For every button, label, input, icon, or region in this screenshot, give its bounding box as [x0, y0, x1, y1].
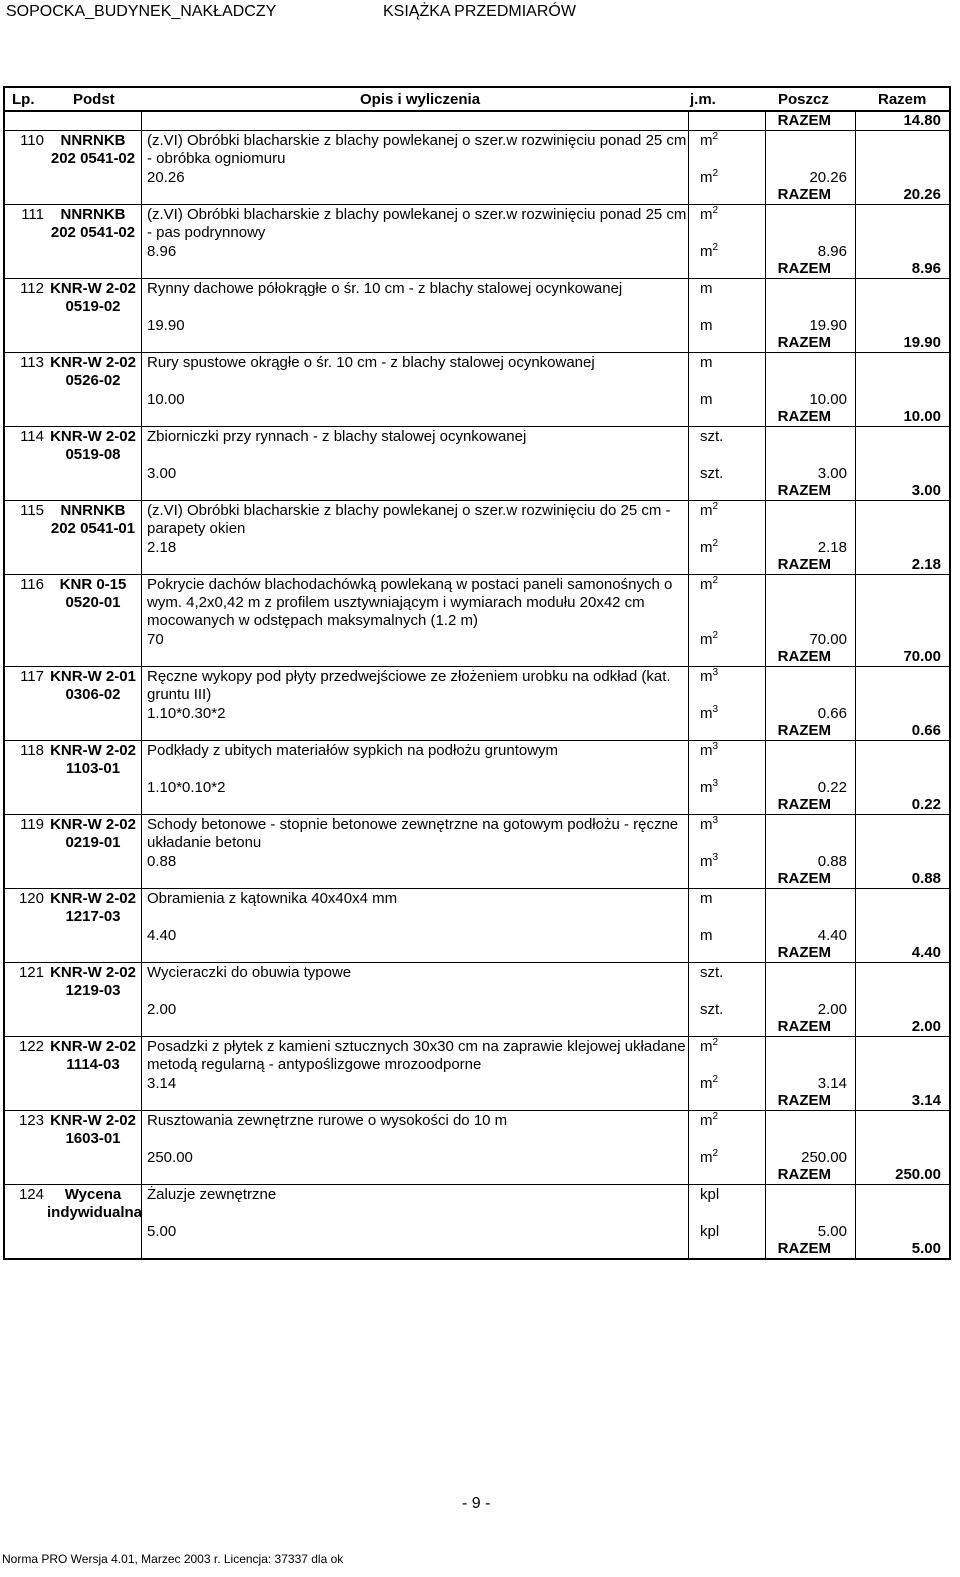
item-unit	[700, 428, 723, 445]
calc-expression: 0.88	[147, 853, 177, 870]
unit-text: m	[700, 631, 713, 648]
item-unit	[700, 280, 713, 297]
unit-text: m	[700, 1075, 713, 1092]
item-unit	[700, 890, 713, 907]
razem-label: RAZEM	[777, 722, 831, 739]
table-row	[5, 1036, 949, 1092]
document-header-left: SOPOCKA_BUDYNEK_NAKŁADCZY	[6, 3, 277, 20]
unit-text: m	[700, 576, 713, 593]
item-description: Posadzki z płytek z kamieni sztucznych 30x30 cm na zaprawie klejowej układane metodą regularną - antypoślizgowe mrozoodporne	[147, 1038, 686, 1073]
table-row	[5, 426, 949, 482]
item-description: (z.VI) Obróbki blacharskie z blachy powlekanej o szer.w rozwinięciu ponad 25 cm - obróbka ogniomuru	[147, 132, 687, 167]
razem-label: RAZEM	[777, 112, 831, 129]
table-row	[5, 1110, 949, 1166]
unit-text: m	[700, 742, 713, 759]
item-basis: KNR-W 2-02 0526-02	[50, 354, 136, 389]
table-row	[5, 888, 949, 944]
item-basis: NNRNKB 202 0541-02	[50, 132, 136, 167]
calc-value: 250.00	[801, 1149, 847, 1166]
estimate-table	[3, 86, 951, 1260]
item-total-row	[5, 186, 949, 204]
item-description: Zbiorniczki przy rynnach - z blachy stalowej ocynkowanej	[147, 428, 527, 445]
calc-expression: 1.10*0.30*2	[147, 705, 226, 722]
unit-exponent: 2	[712, 1148, 719, 1159]
item-total-row	[5, 1240, 949, 1258]
item-number: 115	[20, 502, 44, 519]
razem-value: 0.66	[911, 722, 941, 739]
table-row	[5, 500, 949, 556]
calc-unit	[700, 705, 718, 722]
unit-text: m	[700, 317, 713, 334]
unit-exponent: 2	[712, 1037, 719, 1048]
calc-expression: 5.00	[147, 1223, 177, 1240]
item-number: 120	[18, 890, 44, 907]
table-header	[5, 88, 949, 112]
unit-text: m	[700, 243, 713, 260]
table-row	[5, 740, 949, 796]
item-basis: KNR-W 2-02 1219-03	[50, 964, 136, 999]
table-row	[5, 666, 949, 722]
item-total-row	[5, 260, 949, 278]
calc-expression: 8.96	[147, 243, 177, 260]
unit-exponent: 2	[712, 242, 719, 253]
item-description: Pokrycie dachów blachodachówką powlekaną w postaci paneli samonośnych o wym. 4,2x0,42 m z profilem usztywniającym i wymiarach modułu 20x42 cm mocowanych w odstępach maksymalnych (1.2 m)	[147, 576, 673, 629]
table-row	[5, 204, 949, 260]
unit-text: m	[700, 354, 713, 371]
calc-value: 0.22	[817, 779, 847, 796]
table-row	[5, 814, 949, 870]
calc-value: 4.40	[817, 927, 847, 944]
unit-text: m	[700, 1149, 713, 1166]
unit-text: m	[700, 779, 713, 796]
calc-expression: 2.18	[147, 539, 177, 556]
razem-label: RAZEM	[777, 186, 831, 203]
item-unit	[700, 964, 723, 981]
razem-label: RAZEM	[777, 1092, 831, 1109]
unit-text: m	[700, 1112, 713, 1129]
razem-label: RAZEM	[777, 482, 831, 499]
item-number: 112	[20, 280, 44, 297]
calc-expression: 70	[147, 631, 164, 648]
calc-value: 2.18	[817, 539, 847, 556]
item-total-row	[5, 722, 949, 740]
calc-expression: 2.00	[147, 1001, 177, 1018]
item-basis: NNRNKB 202 0541-02	[50, 206, 136, 241]
razem-label: RAZEM	[777, 260, 831, 277]
table-row	[5, 130, 949, 186]
unit-exponent: 3	[712, 704, 719, 715]
calc-value: 8.96	[817, 243, 847, 260]
table-row	[5, 1184, 949, 1240]
item-description: Rusztowania zewnętrzne rurowe o wysokości do 10 m	[147, 1112, 508, 1129]
item-basis: KNR-W 2-01 0306-02	[50, 668, 136, 703]
unit-text: m	[700, 668, 713, 685]
razem-label: RAZEM	[777, 556, 831, 573]
calc-expression: 3.14	[147, 1075, 177, 1092]
unit-text: szt.	[700, 1001, 724, 1018]
table-row	[5, 574, 949, 648]
razem-value: 3.00	[911, 482, 941, 499]
item-unit	[700, 668, 718, 685]
item-description: Żaluzje zewnętrzne	[147, 1186, 277, 1203]
item-number: 118	[20, 742, 44, 759]
calc-expression: 10.00	[147, 391, 185, 408]
item-description: Rury spustowe okrągłe o śr. 10 cm - z blachy stalowej ocynkowanej	[147, 354, 595, 371]
item-total-row	[5, 648, 949, 666]
unit-text: m	[700, 816, 713, 833]
unit-text: m	[700, 705, 713, 722]
calc-unit	[700, 465, 723, 482]
calc-value: 3.00	[817, 465, 847, 482]
item-number: 117	[20, 668, 44, 685]
item-unit	[700, 742, 718, 759]
razem-value: 2.18	[911, 556, 941, 573]
calc-unit	[700, 1223, 719, 1240]
column-header-opis: Opis i wyliczenia	[360, 91, 481, 108]
calc-unit	[700, 631, 718, 648]
calc-value: 0.88	[817, 853, 847, 870]
item-basis: KNR-W 2-02 0519-02	[50, 280, 136, 315]
software-footer: Norma PRO Wersja 4.01, Marzec 2003 r. Licencja: 37337 dla ok	[2, 1552, 344, 1566]
calc-expression: 4.40	[147, 927, 177, 944]
calc-value: 2.00	[817, 1001, 847, 1018]
item-description: Podkłady z ubitych materiałów sypkich na podłożu gruntowym	[147, 742, 559, 759]
item-total-row	[5, 482, 949, 500]
item-total-row	[5, 408, 949, 426]
unit-exponent: 2	[712, 630, 719, 641]
calc-unit	[700, 169, 718, 186]
unit-exponent: 2	[712, 131, 719, 142]
razem-label: RAZEM	[777, 408, 831, 425]
calc-unit	[700, 927, 713, 944]
item-number: 122	[18, 1038, 44, 1055]
unit-text: m	[700, 391, 713, 408]
razem-value: 0.22	[911, 796, 941, 813]
item-description: Schody betonowe - stopnie betonowe zewnętrzne na gotowym podłożu - ręczne układanie betonu	[147, 816, 679, 851]
razem-label: RAZEM	[777, 1240, 831, 1257]
calc-expression: 19.90	[147, 317, 185, 334]
unit-exponent: 2	[712, 538, 719, 549]
unit-text: szt.	[700, 964, 724, 981]
item-number: 119	[20, 816, 44, 833]
unit-text: m	[700, 927, 713, 944]
calc-value: 10.00	[809, 391, 847, 408]
item-basis: KNR-W 2-02 1114-03	[50, 1038, 136, 1073]
carried-total-row	[5, 112, 949, 130]
unit-exponent: 3	[712, 741, 719, 752]
calc-unit	[700, 243, 718, 260]
item-unit	[700, 1112, 718, 1129]
razem-label: RAZEM	[777, 1018, 831, 1035]
item-number: 111	[21, 206, 44, 223]
razem-value: 250.00	[895, 1166, 941, 1183]
item-number: 114	[20, 428, 44, 445]
column-header-podst: Podst	[73, 91, 115, 108]
calc-value: 20.26	[809, 169, 847, 186]
calc-value: 3.14	[817, 1075, 847, 1092]
column-header-jm: j.m.	[690, 91, 716, 108]
razem-label: RAZEM	[777, 334, 831, 351]
unit-text: kpl	[700, 1186, 720, 1203]
razem-label: RAZEM	[777, 796, 831, 813]
table-row	[5, 352, 949, 408]
calc-value: 70.00	[809, 631, 847, 648]
item-unit	[700, 206, 718, 223]
calc-expression: 1.10*0.10*2	[147, 779, 226, 796]
item-basis: KNR-W 2-02 1103-01	[50, 742, 136, 777]
items-list	[5, 130, 949, 1258]
item-description: (z.VI) Obróbki blacharskie z blachy powlekanej o szer.w rozwinięciu do 25 cm - parapety okien	[147, 502, 671, 537]
razem-value: 20.26	[903, 186, 941, 203]
item-total-row	[5, 334, 949, 352]
unit-exponent: 2	[712, 168, 719, 179]
calc-expression: 250.00	[147, 1149, 193, 1166]
item-total-row	[5, 796, 949, 814]
item-unit	[700, 816, 718, 833]
calc-unit	[700, 1075, 718, 1092]
item-number: 110	[20, 132, 44, 149]
unit-text: m	[700, 280, 713, 297]
calc-unit	[700, 1149, 718, 1166]
unit-text: m	[700, 206, 713, 223]
item-unit	[700, 502, 718, 519]
unit-exponent: 3	[712, 778, 719, 789]
calc-expression: 20.26	[147, 169, 185, 186]
razem-label: RAZEM	[777, 648, 831, 665]
razem-label: RAZEM	[777, 870, 831, 887]
unit-exponent: 3	[712, 852, 719, 863]
razem-label: RAZEM	[777, 1166, 831, 1183]
item-basis: KNR-W 2-02 0519-08	[50, 428, 136, 463]
unit-exponent: 3	[712, 815, 719, 826]
razem-value: 70.00	[903, 648, 941, 665]
item-basis: NNRNKB 202 0541-01	[50, 502, 136, 537]
unit-text: m	[700, 169, 713, 186]
calc-expression: 3.00	[147, 465, 177, 482]
item-basis: Wycena indywidualna	[47, 1186, 143, 1221]
razem-value: 5.00	[911, 1240, 941, 1257]
calc-value: 5.00	[817, 1223, 847, 1240]
unit-text: m	[700, 890, 713, 907]
item-description: Rynny dachowe półokrągłe o śr. 10 cm - z blachy stalowej ocynkowanej	[147, 280, 623, 297]
unit-exponent: 2	[712, 501, 719, 512]
item-basis: KNR 0-15 0520-01	[59, 576, 127, 611]
item-total-row	[5, 944, 949, 962]
unit-text: m	[700, 1038, 713, 1055]
item-unit	[700, 1186, 719, 1203]
unit-exponent: 3	[712, 667, 719, 678]
item-total-row	[5, 1018, 949, 1036]
unit-exponent: 2	[712, 205, 719, 216]
column-header-poszcz: Poszcz	[778, 91, 829, 108]
item-number: 113	[20, 354, 44, 371]
unit-text: m	[700, 853, 713, 870]
item-number: 121	[18, 964, 44, 981]
razem-value: 10.00	[903, 408, 941, 425]
razem-value: 8.96	[911, 260, 941, 277]
item-basis: KNR-W 2-02 0219-01	[50, 816, 136, 851]
item-basis: KNR-W 2-02 1603-01	[50, 1112, 136, 1147]
unit-exponent: 2	[712, 575, 719, 586]
column-header-razem: Razem	[878, 91, 927, 108]
unit-text: m	[700, 132, 713, 149]
calc-unit	[700, 391, 713, 408]
item-total-row	[5, 556, 949, 574]
table-row	[5, 278, 949, 334]
item-unit	[700, 132, 718, 149]
item-description: Obramienia z kątownika 40x40x4 mm	[147, 890, 398, 907]
unit-text: m	[700, 539, 713, 556]
razem-value: 2.00	[911, 1018, 941, 1035]
item-unit	[700, 1038, 718, 1055]
item-unit	[700, 354, 713, 371]
item-number: 124	[18, 1186, 44, 1203]
page-number: - 9 -	[462, 1495, 491, 1512]
calc-unit	[700, 539, 718, 556]
razem-label: RAZEM	[777, 944, 831, 961]
calc-unit	[700, 317, 713, 334]
razem-value: 0.88	[911, 870, 941, 887]
item-number: 116	[20, 576, 44, 593]
item-description: Wycieraczki do obuwia typowe	[147, 964, 352, 981]
unit-text: kpl	[700, 1223, 720, 1240]
calc-unit	[700, 779, 718, 796]
item-description: (z.VI) Obróbki blacharskie z blachy powlekanej o szer.w rozwinięciu ponad 25 cm - pas podrynnowy	[147, 206, 687, 241]
item-number: 123	[18, 1112, 44, 1129]
unit-exponent: 2	[712, 1074, 719, 1085]
document-header-title: KSIĄŻKA PRZEDMIARÓW	[383, 3, 576, 20]
calc-value: 19.90	[809, 317, 847, 334]
item-description: Ręczne wykopy pod płyty przedwejściowe ze złożeniem urobku na odkład (kat. gruntu III)	[147, 668, 671, 703]
item-total-row	[5, 870, 949, 888]
calc-unit	[700, 853, 718, 870]
unit-text: m	[700, 502, 713, 519]
item-basis: KNR-W 2-02 1217-03	[50, 890, 136, 925]
item-total-row	[5, 1166, 949, 1184]
calc-value: 0.66	[817, 705, 847, 722]
calc-unit	[700, 1001, 723, 1018]
unit-text: szt.	[700, 465, 724, 482]
unit-text: szt.	[700, 428, 724, 445]
razem-value: 3.14	[911, 1092, 941, 1109]
item-total-row	[5, 1092, 949, 1110]
unit-exponent: 2	[712, 1111, 719, 1122]
column-header-lp: Lp.	[12, 91, 35, 108]
razem-value: 19.90	[903, 334, 941, 351]
table-row	[5, 962, 949, 1018]
razem-value: 4.40	[911, 944, 941, 961]
razem-value: 14.80	[903, 112, 941, 129]
item-unit	[700, 576, 718, 593]
